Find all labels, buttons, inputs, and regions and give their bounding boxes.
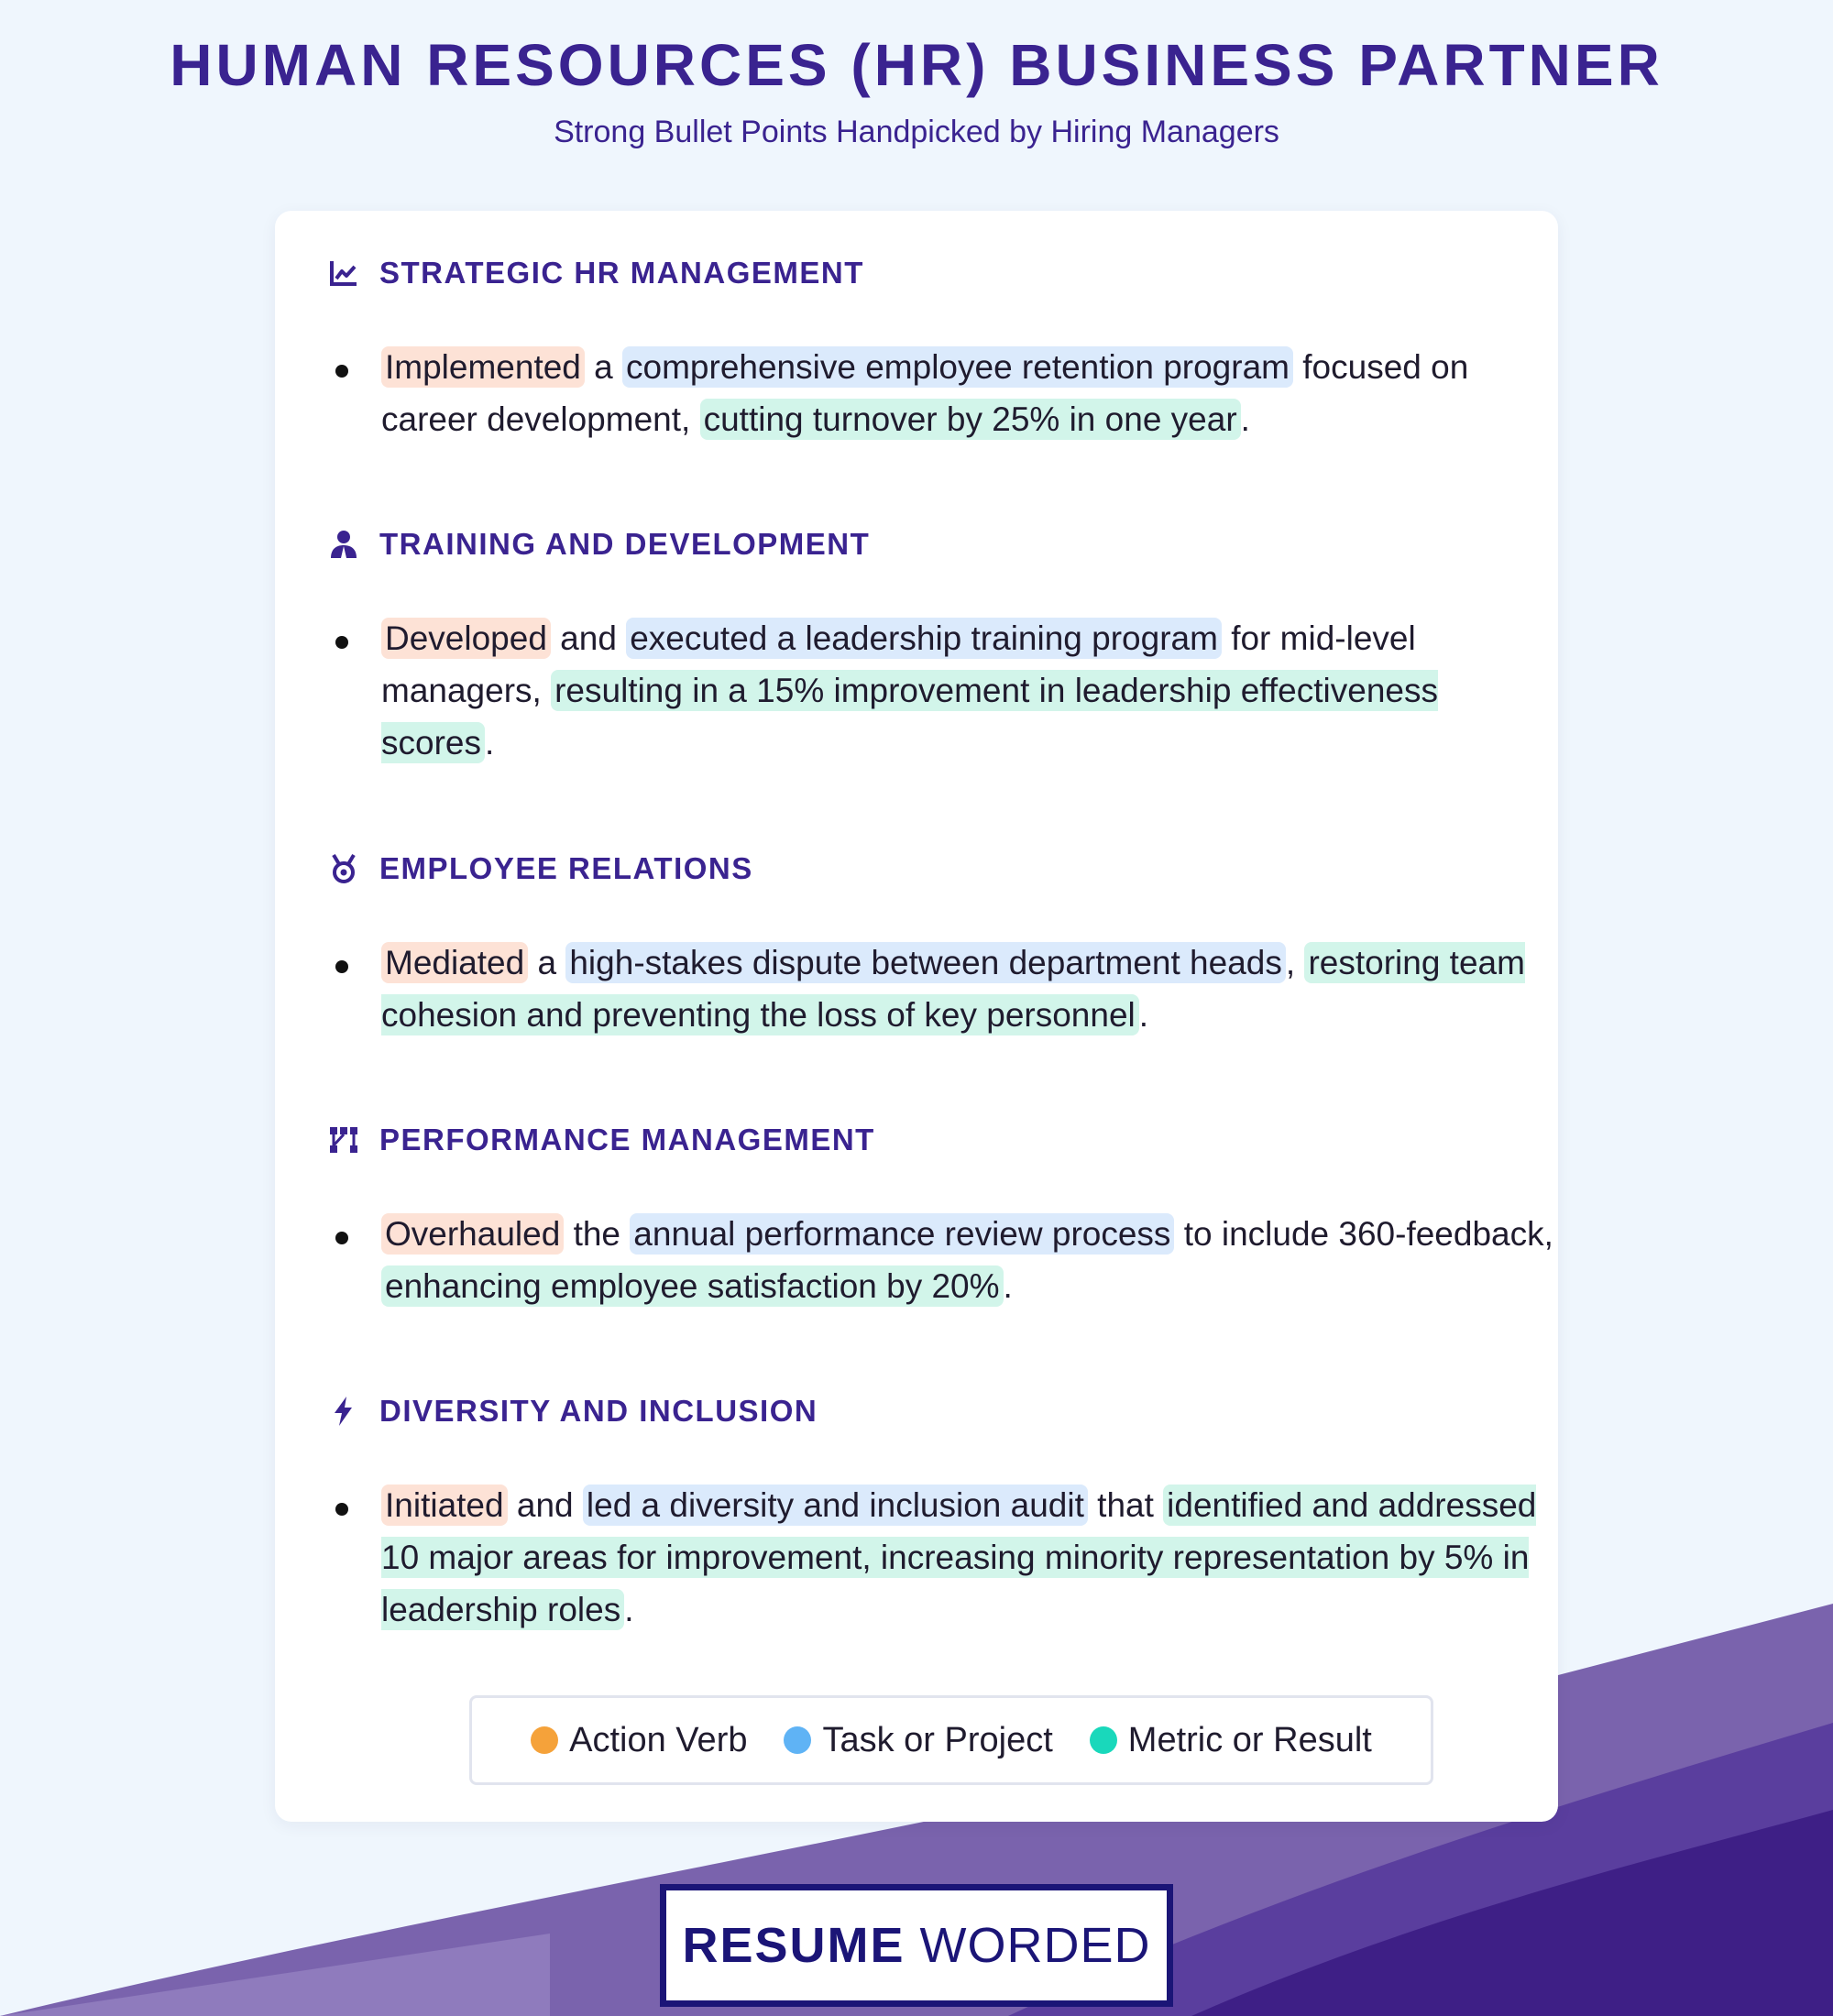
action-verb: Implemented (381, 346, 585, 388)
plain-text: a (584, 348, 623, 386)
bullet-dot (335, 365, 348, 378)
section-title: STRATEGIC HR MANAGEMENT (379, 256, 864, 290)
bullet-dot (335, 1232, 348, 1244)
metric-phrase: enhancing employee satisfaction by 20% (381, 1265, 1004, 1307)
highlight-legend (469, 1695, 1433, 1785)
plain-text: and (507, 1486, 583, 1524)
task-phrase: high-stakes dispute between department heads (565, 942, 1286, 983)
legend-label: Task or Project (822, 1720, 1053, 1759)
user-tie-icon (328, 529, 359, 560)
plain-text: . (1240, 400, 1250, 438)
metric-phrase: restoring team cohesion and preventing the loss of key personnel (381, 944, 1525, 1034)
plain-text: . (1138, 996, 1149, 1034)
section-header (328, 1120, 875, 1160)
bolt-icon (328, 1396, 359, 1427)
brand-wordmark (682, 1917, 1150, 1974)
task-phrase: led a diversity and inclusion audit (583, 1485, 1088, 1526)
network-icon (328, 1124, 359, 1156)
plain-text: to include 360-feedback, (1174, 1215, 1553, 1253)
metric-phrase: cutting turnover by 25% in one year (700, 399, 1241, 440)
section-title: TRAINING AND DEVELOPMENT (379, 527, 871, 561)
bullets-card (275, 211, 1558, 1822)
plain-text: a (528, 944, 566, 981)
legend-dot-blue (784, 1726, 811, 1754)
legend-label: Metric or Result (1127, 1720, 1372, 1759)
plain-text: focused on career development, (381, 348, 1469, 438)
brand-light: WORDED (919, 1918, 1151, 1973)
bullet-text (381, 612, 1554, 769)
chart-line-icon (328, 257, 359, 289)
legend-dot-orange (531, 1726, 558, 1754)
section-title: DIVERSITY AND INCLUSION (379, 1394, 818, 1428)
plain-text: , (1285, 944, 1305, 981)
legend-label: Action Verb (569, 1720, 748, 1759)
plain-text: that (1087, 1486, 1164, 1524)
section-title: PERFORMANCE MANAGEMENT (379, 1123, 875, 1156)
action-verb: Initiated (381, 1485, 508, 1526)
task-phrase: annual performance review process (630, 1213, 1174, 1255)
medal-icon (328, 853, 359, 884)
plain-text: . (624, 1591, 634, 1628)
bullet-text (381, 1479, 1554, 1636)
page-subtitle: Strong Bullet Points Handpicked by Hiring Managers (554, 115, 1279, 150)
page-title: HUMAN RESOURCES (HR) BUSINESS PARTNER (170, 32, 1663, 98)
bullet-text (381, 937, 1554, 1041)
page-header (0, 33, 1833, 151)
section-title: EMPLOYEE RELATIONS (379, 851, 753, 885)
bullet-text (381, 1208, 1554, 1312)
bullet-dot (335, 960, 348, 973)
plain-text: and (550, 619, 627, 657)
brand-logo[interactable] (660, 1884, 1173, 2007)
plain-text: . (1003, 1267, 1013, 1305)
section-header (328, 253, 864, 293)
action-verb: Developed (381, 618, 551, 659)
bullet-dot (335, 1503, 348, 1516)
legend-dot-teal (1090, 1726, 1117, 1754)
metric-phrase: identified and addressed 10 major areas for improvement, increasing minority representation by 5% in leadership roles (381, 1486, 1537, 1628)
metric-phrase: resulting in a 15% improvement in leadership effectiveness scores (381, 672, 1438, 761)
legend-item-action-verb (531, 1721, 747, 1760)
action-verb: Overhauled (381, 1213, 564, 1255)
section-header (328, 1391, 818, 1431)
brand-bold: RESUME (682, 1918, 906, 1973)
task-phrase: comprehensive employee retention program (622, 346, 1293, 388)
plain-text: the (564, 1215, 631, 1253)
section-header (328, 849, 753, 889)
section-header (328, 524, 870, 564)
action-verb: Mediated (381, 942, 528, 983)
task-phrase: executed a leadership training program (626, 618, 1222, 659)
plain-text: . (484, 724, 495, 761)
legend-item-task (784, 1721, 1052, 1760)
plain-text: for mid-level managers, (381, 619, 1416, 709)
bullet-dot (335, 636, 348, 649)
bullet-text (381, 341, 1554, 445)
legend-item-metric (1090, 1721, 1372, 1760)
